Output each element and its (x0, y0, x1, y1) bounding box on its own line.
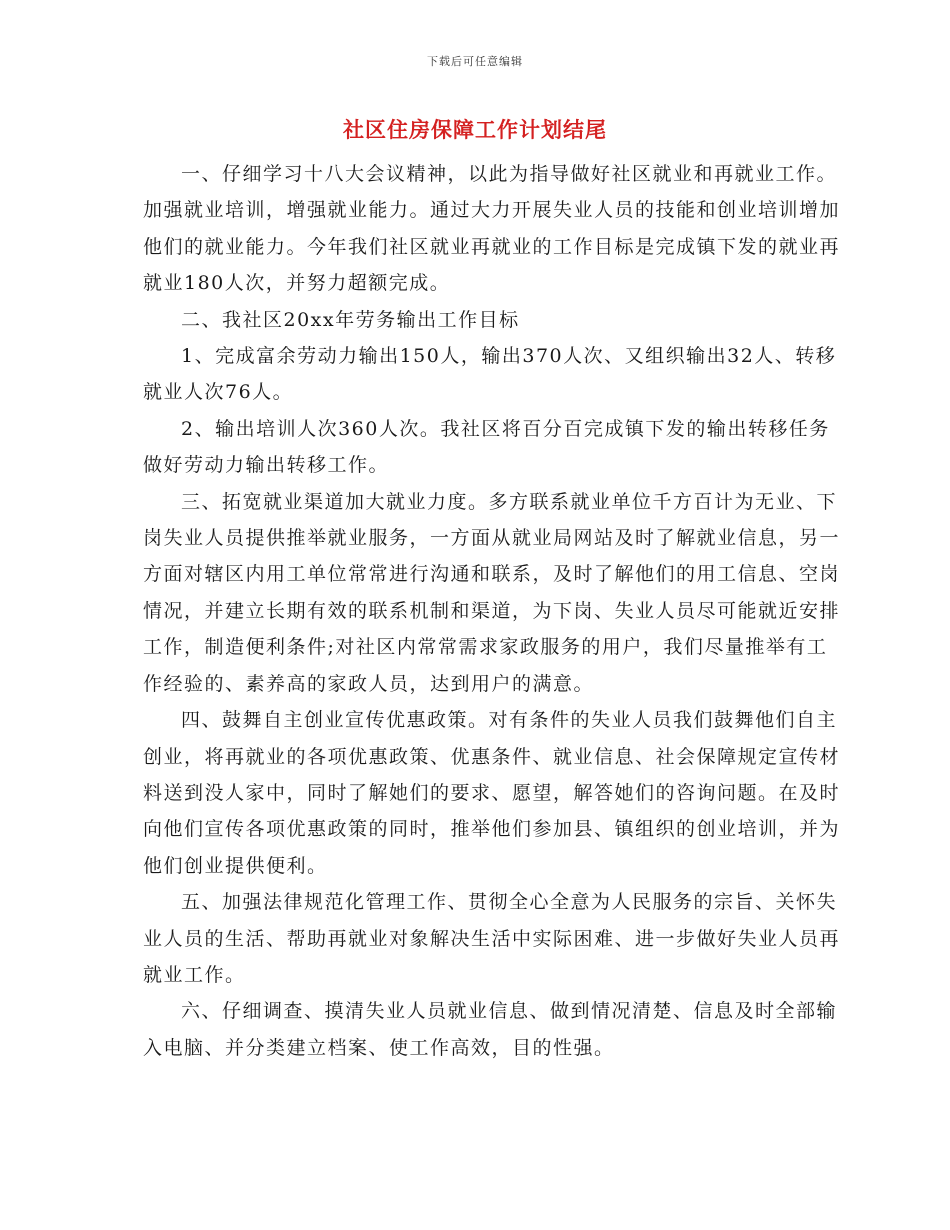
paragraph-1: 一、仔细学习十八大会议精神，以此为指导做好社区就业和再就业工作。加强就业培训，增强就业能力。通过大力开展失业人员的技能和创业培训增加他们的就业能力。今年我们社区就业再就业的工作目标是完成镇下发的就业再就业180人次，并努力超额完成。 (143, 163, 841, 295)
paragraph-7: 五、加强法律规范化管理工作、贯彻全心全意为人民服务的宗旨、关怀失业人员的生活、帮助再就业对象解决生活中实际困难、进一步做好失业人员再就业工作。 (143, 891, 841, 986)
paragraph-4: 2、输出培训人次360人次。我社区将百分百完成镇下发的输出转移任务做好劳动力输出转移工作。 (143, 417, 830, 477)
document-body (143, 156, 843, 1066)
paragraph-6: 四、鼓舞自主创业宣传优惠政策。对有条件的失业人员我们鼓舞他们自主创业，将再就业的各项优惠政策、优惠条件、就业信息、社会保障规定宣传材料送到没人家中，同时了解她们的要求、愿望，解答她们的咨询问题。在及时向他们宣传各项优惠政策的同时，推举他们参加县、镇组织的创业培训，并为他们创业提供便利。 (143, 709, 841, 877)
paragraph-5: 三、拓宽就业渠道加大就业力度。多方联系就业单位千方百计为无业、下岗失业人员提供推举就业服务，一方面从就业局网站及时了解就业信息，另一方面对辖区内用工单位常常进行沟通和联系，及时了解他们的用工信息、空岗情况，并建立长期有效的联系机制和渠道，为下岗、失业人员尽可能就近安排工作，制造便利条件;对社区内常常需求家政服务的用户，我们尽量推举有工作经验的、素养高的家政人员，达到用户的满意。 (143, 490, 841, 695)
paragraph-3: 1、完成富余劳动力输出150人，输出370人次、又组织输出32人、转移就业人次76人。 (143, 345, 837, 404)
paragraph-2: 二、我社区20xx年劳务输出工作目标 (181, 308, 520, 331)
paragraph-8: 六、仔细调查、摸清失业人员就业信息、做到情况清楚、信息及时全部输入电脑、并分类建立档案、使工作高效，目的性强。 (143, 1000, 838, 1059)
document-title: 社区住房保障工作计划结尾 (343, 117, 607, 142)
header-note: 下载后可任意编辑 (427, 55, 523, 68)
